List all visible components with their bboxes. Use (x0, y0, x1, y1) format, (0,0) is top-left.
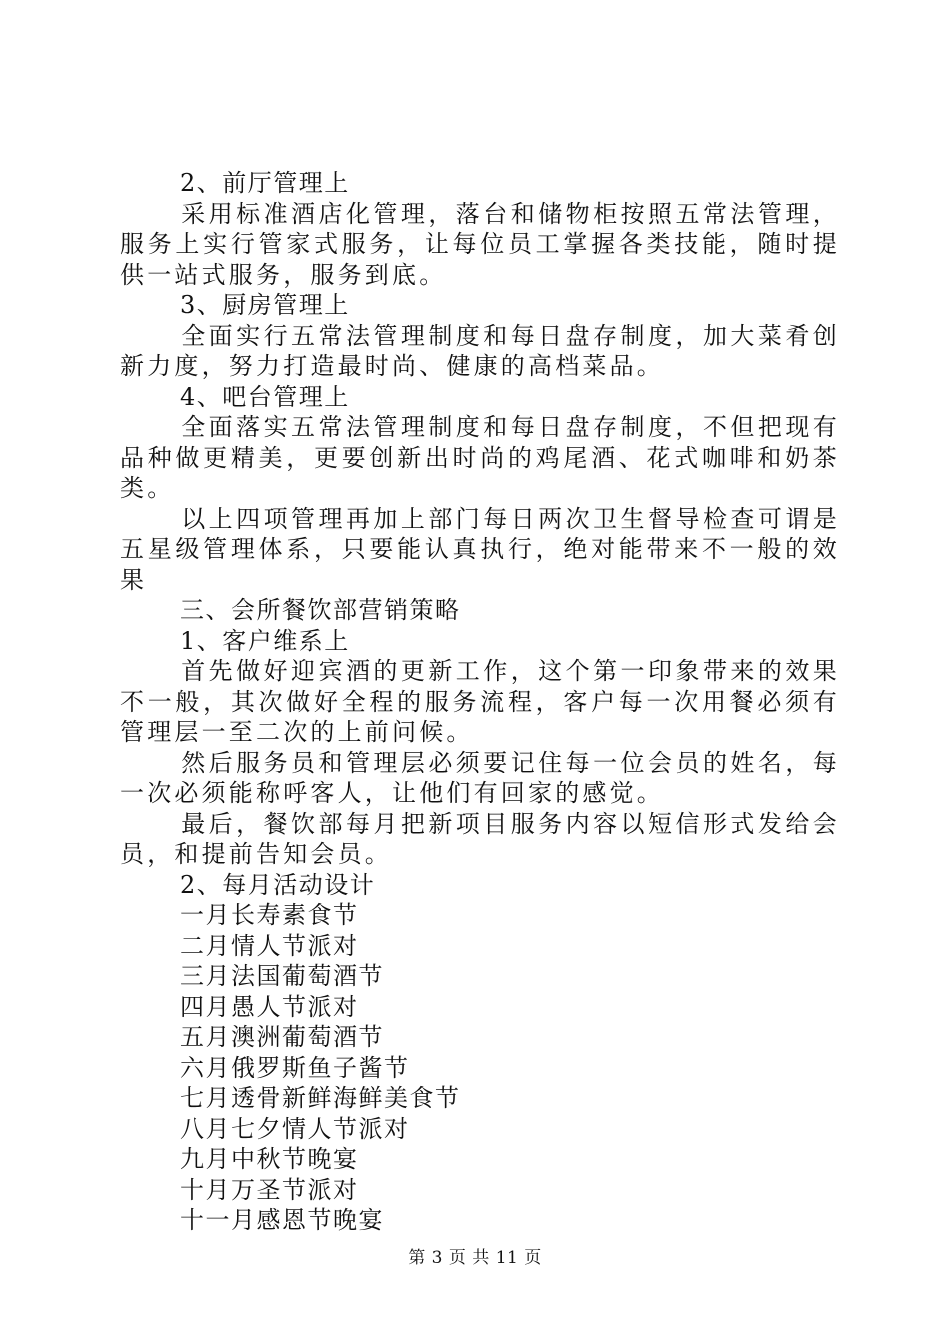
monthly-events-list (120, 900, 840, 1236)
list-item: 四月愚人节派对 (180, 992, 359, 1021)
list-item: 二月情人节派对 (180, 931, 359, 960)
paragraph-front-hall: 采用标准酒店化管理，落台和储物柜按照五常法管理，服务上实行管家式服务，让每位员工掌握各类技能，随时提供一站式服务，服务到底。 (120, 199, 840, 289)
list-item: 五月澳洲葡萄酒节 (180, 1023, 384, 1051)
paragraph-kitchen: 全面实行五常法管理制度和每日盘存制度，加大菜肴创新力度，努力打造最时尚、健康的高档菜品。 (120, 321, 840, 380)
list-item: 十一月感恩节晚宴 (180, 1206, 384, 1234)
list-item: 八月七夕情人节派对 (180, 1114, 410, 1143)
list-item: 七月透骨新鲜海鲜美食节 (180, 1084, 461, 1112)
list-item: 三月法国葡萄酒节 (180, 962, 384, 990)
section-heading-marketing: 三、会所餐饮部营销策略 (180, 596, 461, 624)
section-heading-customer: 1、客户维系上 (180, 626, 350, 655)
section-heading-monthly: 2、每月活动设计 (180, 870, 376, 899)
list-item: 十月万圣节派对 (180, 1175, 359, 1204)
section-heading-kitchen: 3、厨房管理上 (180, 291, 350, 319)
list-item: 一月长寿素食节 (180, 901, 359, 929)
paragraph-customer-1: 首先做好迎宾酒的更新工作，这个第一印象带来的效果不一般，其次做好全程的服务流程，客户每一次用餐必须有管理层一至二次的上前问候。 (120, 657, 840, 746)
paragraph-bar: 全面落实五常法管理制度和每日盘存制度，不但把现有品种做更精美，更要创新出时尚的鸡尾酒、花式咖啡和奶茶类。 (120, 413, 840, 502)
section-heading-front-hall: 2、前厅管理上 (180, 169, 350, 197)
list-item: 九月中秋节晚宴 (180, 1145, 359, 1173)
page-footer: 第 3 页 共 11 页 (408, 1248, 542, 1268)
list-item: 六月俄罗斯鱼子酱节 (180, 1053, 410, 1082)
paragraph-customer-2: 然后服务员和管理层必须要记住每一位会员的姓名，每一次必须能称呼客人，让他们有回家的感觉。 (120, 748, 840, 807)
paragraph-customer-3: 最后，餐饮部每月把新项目服务内容以短信形式发给会员，和提前告知会员。 (120, 809, 840, 868)
document-body (120, 168, 840, 1236)
section-heading-bar: 4、吧台管理上 (180, 382, 350, 411)
paragraph-summary: 以上四项管理再加上部门每日两次卫生督导检查可谓是五星级管理体系，只要能认真执行，绝对能带来不一般的效果 (120, 504, 840, 594)
